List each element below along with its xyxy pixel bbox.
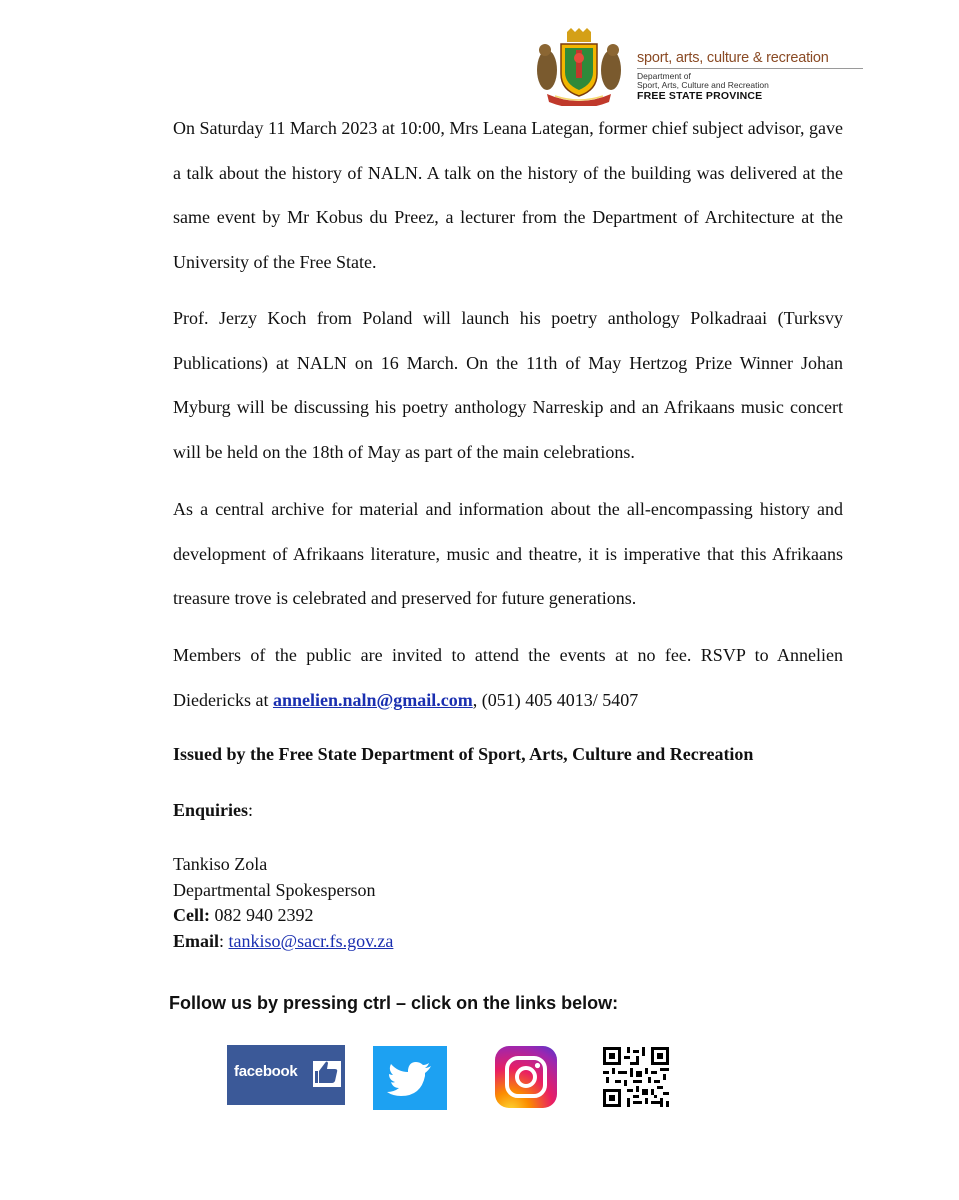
twitter-icon[interactable] — [373, 1046, 447, 1110]
contact-title: Departmental Spokesperson — [173, 879, 376, 900]
cell-label: Cell: — [173, 905, 210, 926]
email-colon: : — [219, 930, 229, 951]
cell-value: 082 940 2392 — [209, 905, 314, 926]
rsvp-text: Members of the public are invited to attend the events at no fee. RSVP to Annelien Diedericks at — [173, 645, 843, 710]
brand-name: sport, arts, culture & recreation — [637, 50, 829, 66]
paragraph-talk-history: On Saturday 11 March 2023 at 10:00, Mrs Leana Lategan, former chief subject advisor, gave a talk about the history of NALN. A talk on the history of the building was delivered at the same event by Mr Kobus du Preez, a lecturer from the Department of Architecture at the University of the Free State. — [173, 118, 843, 273]
coat-of-arms-icon — [533, 28, 625, 106]
rsvp-email-link[interactable]: annelien.naln@gmail.com — [272, 689, 473, 710]
paragraph-poetry-launch: Prof. Jerzy Koch from Poland will launch his poetry anthology Polkadraai (Turksvy Publications) at NALN on 16 March. On the 11th of May Hertzog Prize Winner Johan Myburg will be discussing his poetry anthology Narreskip and an Afrikaans music concert will be held on the 18th of May as part of the main celebrations. — [173, 308, 843, 463]
brand-subtitle-1: Department of — [637, 71, 691, 81]
qr-code-graphic — [603, 1047, 669, 1107]
contact-email — [173, 929, 393, 955]
contact-name: Tankiso Zola — [173, 854, 268, 874]
twitter-bird-icon — [373, 1046, 447, 1110]
paragraph-central-archive: As a central archive for material and information about the all-encompassing history and development of Afrikaans literature, music and theatre, it is imperative that this Afrikaans treasure trove is celebrated and preserved for future generations. — [173, 499, 843, 609]
facebook-label: facebook — [234, 1063, 298, 1080]
enquiries-heading — [173, 800, 253, 821]
brand-divider — [637, 68, 863, 69]
department-logo — [533, 28, 863, 108]
follow-us-text: Follow us by pressing ctrl – click on the links below: — [169, 993, 619, 1013]
paragraph-rsvp — [173, 633, 843, 722]
facebook-icon[interactable] — [227, 1045, 345, 1105]
instagram-logo-icon — [495, 1046, 557, 1108]
enquiries-colon: : — [248, 800, 254, 820]
brand-province: FREE STATE PROVINCE — [637, 90, 763, 102]
instagram-icon[interactable] — [495, 1046, 557, 1108]
enquiries-label: Enquiries — [173, 800, 249, 820]
qr-code-icon[interactable] — [603, 1047, 669, 1107]
email-label: Email — [173, 930, 220, 951]
contact-cell — [173, 903, 393, 929]
contact-email-link[interactable]: tankiso@sacr.fs.gov.za — [228, 930, 394, 951]
issued-by: Issued by the Free State Department of Sport, Arts, Culture and Recreation — [173, 744, 754, 764]
thumbs-up-icon — [313, 1057, 341, 1087]
brand-subtitle-2: Sport, Arts, Culture and Recreation — [637, 80, 769, 90]
logo-texts — [637, 50, 863, 102]
rsvp-phone: , (051) 405 4013/ 5407 — [472, 689, 639, 710]
contact-block — [173, 852, 393, 954]
